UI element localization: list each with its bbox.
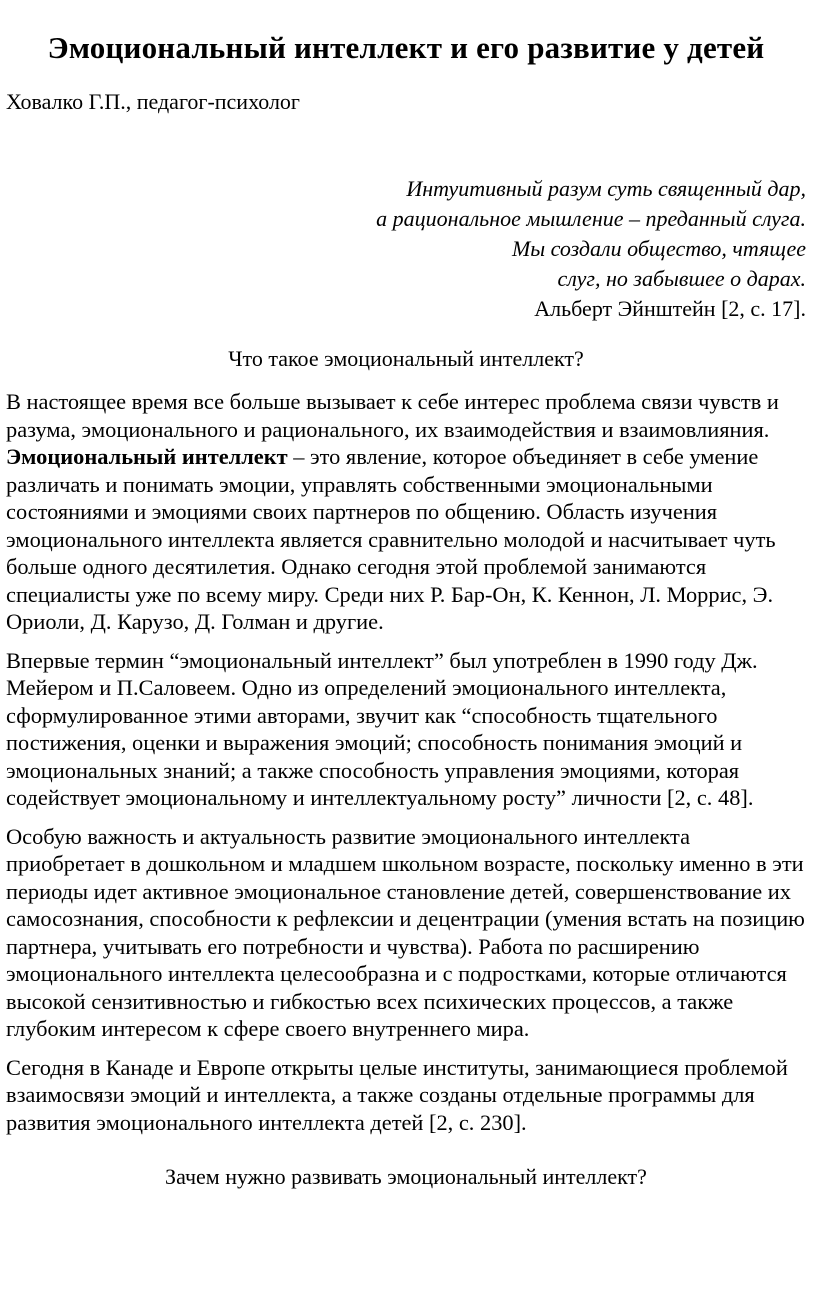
paragraph: Сегодня в Канаде и Европе открыты целые институты, занимающиеся проблемой взаимосвязи эмоций и интеллекта, а также созданы отдельные программы для развития эмоционального интеллекта детей [2, с. 230]. — [6, 1054, 788, 1135]
epigraph-attribution: Альберт Эйнштейн [2, с. 17]. — [534, 296, 806, 321]
document-title: Эмоциональный интеллект и его развитие у детей — [47, 30, 765, 65]
paragraph-text: В настоящее время все больше вызывает к себе интерес проблема связи чувств и разума, эмоционального и рационального, их взаимодействия и взаимовлияния. — [6, 389, 779, 442]
paragraph-text: – это явление, которое объединяет в себе умение различать и понимать эмоции, управлять собственными эмоциональными состояниями и эмоциями своих партнеров по общению. Область изучения эмоционального интеллекта является сравнительно молодой и насчитывает чуть больше одного десятилетия. Однако сегодня этой проблемой занимаются специалисты уже по всему миру. Среди них Р. Бар-Он, К. Кеннон, Л. Моррис, Э. Ориоли, Д. Карузо, Д. Голман и другие. — [6, 444, 776, 634]
bold-term: Эмоциональный интеллект — [6, 444, 288, 469]
paragraph: Впервые термин “эмоциональный интеллект” был употреблен в 1990 году Дж. Мейером и П.Саловеем. Одно из определений эмоционального интеллекта, сформулированное этими авторами, звучит как “способность тщательного постижения, оценки и выражения эмоций; способность понимания эмоций и эмоциональных знаний; а также способность управления эмоциями, которая содействует эмоциональному и интеллектуальному росту” личности [2, с. 48]. — [6, 647, 758, 810]
epigraph-line: Мы создали общество, чтящее — [511, 236, 806, 261]
paragraph — [6, 388, 806, 636]
paragraph: Особую важность и актуальность развитие эмоционального интеллекта приобретает в дошкольном и младшем школьном возрасте, поскольку именно в эти периоды идет активное эмоциональное становление детей, совершенствование их самосознания, способности к рефлексии и децентрации (умения встать на позицию партнера, учитывать его потребности и чувства). Работа по расширению эмоционального интеллекта целесообразна и с подростками, которые отличаются высокой сензитивностью и гибкостью всех психических процессов, а также глубоким интересом к сфере своего внутреннего мира. — [6, 823, 805, 1041]
section-heading: Что такое эмоциональный интеллект? — [228, 346, 584, 371]
epigraph-line: слуг, но забывшее о дарах. — [557, 266, 806, 291]
epigraph-line: а рациональное мышление – преданный слуга. — [376, 206, 806, 231]
epigraph — [6, 174, 806, 324]
section-heading: Зачем нужно развивать эмоциональный интеллект? — [165, 1164, 647, 1189]
epigraph-line: Интуитивный разум суть священный дар, — [406, 176, 806, 201]
author-line: Ховалко Г.П., педагог-психолог — [6, 89, 300, 114]
